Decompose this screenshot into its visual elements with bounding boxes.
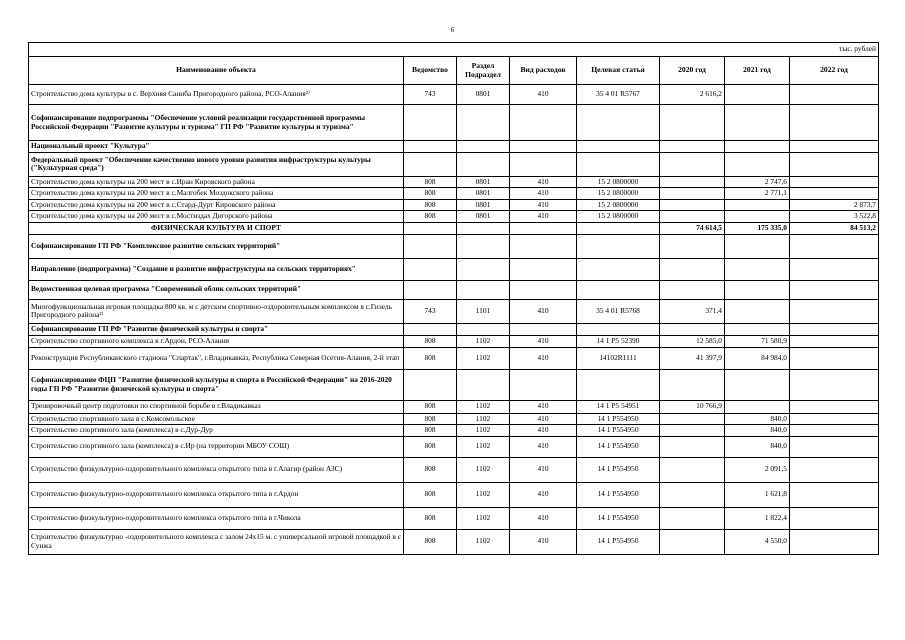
cell-expense: 410 — [510, 457, 577, 482]
header-name: Наименование объекта — [29, 57, 404, 85]
cell-y2020 — [660, 529, 725, 554]
cell-y2022 — [790, 335, 879, 347]
cell-y2021 — [725, 85, 790, 105]
cell-article: 14 1 P554950 — [577, 507, 660, 529]
cell-section: 0801 — [457, 211, 510, 223]
cell-name: Строительство спортивного зала (комплекса) в с.Дур-Дур — [29, 425, 404, 437]
cell-agency: 808 — [404, 335, 457, 347]
cell-article — [577, 222, 660, 234]
cell-agency: 808 — [404, 436, 457, 457]
cell-y2020 — [660, 188, 725, 200]
cell-y2020 — [660, 369, 725, 400]
cell-y2022 — [790, 299, 879, 323]
cell-agency: 808 — [404, 199, 457, 211]
cell-article — [577, 141, 660, 153]
cell-agency: 808 — [404, 347, 457, 369]
page-number: 6 — [450, 26, 455, 34]
cell-section: 1102 — [457, 335, 510, 347]
cell-y2021: 84 984,0 — [725, 347, 790, 369]
cell-y2022 — [790, 413, 879, 425]
cell-y2021: 1 621,8 — [725, 482, 790, 507]
cell-y2020: 371,4 — [660, 299, 725, 323]
cell-y2020 — [660, 176, 725, 188]
cell-name: Строительство дома культуры на 200 мест в с.Иран Кировского района — [29, 176, 404, 188]
cell-y2021: 2 747,6 — [725, 176, 790, 188]
cell-y2021 — [725, 105, 790, 141]
units-row — [29, 43, 879, 57]
cell-section: 1102 — [457, 507, 510, 529]
cell-y2021 — [725, 211, 790, 223]
table-row — [29, 188, 879, 200]
cell-expense — [510, 141, 577, 153]
cell-y2022 — [790, 280, 879, 299]
table-row — [29, 400, 879, 413]
cell-y2021 — [725, 234, 790, 258]
cell-expense: 410 — [510, 199, 577, 211]
cell-name: Строительство дома культуры на 200 мест в с.Стард-Дурт Кировского района — [29, 199, 404, 211]
cell-section: 1102 — [457, 457, 510, 482]
cell-article: 15 2 0800000 — [577, 199, 660, 211]
cell-section — [457, 258, 510, 280]
cell-article — [577, 234, 660, 258]
cell-y2020 — [660, 234, 725, 258]
cell-expense: 410 — [510, 85, 577, 105]
header-2021: 2021 год — [725, 57, 790, 85]
cell-y2021 — [725, 258, 790, 280]
cell-expense: 410 — [510, 529, 577, 554]
cell-name: Строительство физкультурно-оздоровительного комплекса открытого типа в г.Ардон — [29, 482, 404, 507]
cell-section — [457, 280, 510, 299]
cell-expense: 410 — [510, 335, 577, 347]
table-row — [29, 323, 879, 335]
cell-section: 1102 — [457, 529, 510, 554]
table-row — [29, 347, 879, 369]
table-row — [29, 152, 879, 176]
cell-section — [457, 222, 510, 234]
cell-article — [577, 105, 660, 141]
cell-article: 15 2 0800000 — [577, 211, 660, 223]
cell-y2022 — [790, 529, 879, 554]
cell-y2020 — [660, 211, 725, 223]
cell-section: 1102 — [457, 347, 510, 369]
cell-expense: 410 — [510, 413, 577, 425]
cell-article — [577, 369, 660, 400]
cell-name: Софинансирование ФЦП "Развитие физической культуры и спорта в Российской Федерации" на 2016-2020 годы ГП РФ "Развитие физической культуры и спорта" — [29, 369, 404, 400]
table-row — [29, 413, 879, 425]
header-agency: Ведомство — [404, 57, 457, 85]
table-row — [29, 369, 879, 400]
cell-agency — [404, 369, 457, 400]
cell-y2022 — [790, 400, 879, 413]
cell-name: Строительство спортивного зала в с.Комсомольское — [29, 413, 404, 425]
cell-section: 1102 — [457, 482, 510, 507]
cell-section: 1102 — [457, 413, 510, 425]
cell-article: 14 1 P554950 — [577, 413, 660, 425]
cell-name: Ведомственная целевая программа "Современный облик сельских территорий" — [29, 280, 404, 299]
cell-agency — [404, 152, 457, 176]
cell-y2020 — [660, 425, 725, 437]
cell-y2022 — [790, 369, 879, 400]
cell-y2020 — [660, 280, 725, 299]
header-row — [29, 57, 879, 85]
table-row — [29, 234, 879, 258]
cell-expense: 410 — [510, 176, 577, 188]
cell-section: 0801 — [457, 199, 510, 211]
cell-name: Реконструкция Республиканского стадиона "Спартак", г.Владикавказ, Республика Северная Осетия-Алания, 2-й этап — [29, 347, 404, 369]
cell-article — [577, 280, 660, 299]
cell-name: Федеральный проект "Обеспечение качественно нового уровня развития инфраструктуры культуры ("Культурная среда") — [29, 152, 404, 176]
table-row — [29, 105, 879, 141]
header-expense: Вид расходов — [510, 57, 577, 85]
cell-name: Национальный проект "Культура" — [29, 141, 404, 153]
cell-agency: 808 — [404, 507, 457, 529]
cell-expense: 410 — [510, 507, 577, 529]
cell-expense: 410 — [510, 211, 577, 223]
cell-expense — [510, 323, 577, 335]
table-row — [29, 529, 879, 554]
cell-article: 15 2 0800000 — [577, 176, 660, 188]
header-2020: 2020 год — [660, 57, 725, 85]
cell-agency: 808 — [404, 425, 457, 437]
cell-agency — [404, 141, 457, 153]
cell-name: Строительство спортивного зала (комплекса) в с.Ир (на территории МБОУ СОШ) — [29, 436, 404, 457]
cell-y2022 — [790, 347, 879, 369]
cell-y2022 — [790, 176, 879, 188]
cell-article: 14 1 P554950 — [577, 425, 660, 437]
cell-y2021 — [725, 400, 790, 413]
cell-y2020 — [660, 258, 725, 280]
cell-agency — [404, 234, 457, 258]
cell-y2022: 3 522,8 — [790, 211, 879, 223]
cell-y2021: 1 822,4 — [725, 507, 790, 529]
cell-section: 1102 — [457, 425, 510, 437]
cell-expense: 410 — [510, 299, 577, 323]
table-row — [29, 85, 879, 105]
cell-agency: 743 — [404, 299, 457, 323]
cell-y2020: 41 397,9 — [660, 347, 725, 369]
table-row — [29, 211, 879, 223]
cell-expense: 410 — [510, 436, 577, 457]
cell-y2022: 2 873,7 — [790, 199, 879, 211]
cell-y2022 — [790, 188, 879, 200]
cell-y2020 — [660, 457, 725, 482]
cell-article — [577, 258, 660, 280]
table-row — [29, 482, 879, 507]
cell-y2022 — [790, 507, 879, 529]
cell-y2021 — [725, 323, 790, 335]
table-row — [29, 425, 879, 437]
header-section: Раздел Подраздел — [457, 57, 510, 85]
table-row — [29, 299, 879, 323]
table-row — [29, 141, 879, 153]
cell-y2020: 74 614,5 — [660, 222, 725, 234]
cell-expense: 410 — [510, 425, 577, 437]
cell-y2021 — [725, 152, 790, 176]
cell-article — [577, 152, 660, 176]
cell-article: 14 1 P554950 — [577, 457, 660, 482]
cell-y2020 — [660, 105, 725, 141]
cell-name: Тренировочный центр подготовки по спортивной борьбе в г.Владикавказ — [29, 400, 404, 413]
cell-agency — [404, 258, 457, 280]
cell-expense — [510, 222, 577, 234]
cell-article: 14 1 P554950 — [577, 482, 660, 507]
cell-expense — [510, 234, 577, 258]
header-article: Целевая статья — [577, 57, 660, 85]
table-row — [29, 436, 879, 457]
cell-y2021: 2 091,5 — [725, 457, 790, 482]
cell-y2021 — [725, 299, 790, 323]
cell-y2022 — [790, 258, 879, 280]
cell-expense — [510, 152, 577, 176]
cell-section — [457, 141, 510, 153]
cell-name: Строительство физкультурно-оздоровительного комплекса открытого типа в г.Чикола — [29, 507, 404, 529]
cell-agency: 808 — [404, 457, 457, 482]
cell-expense — [510, 280, 577, 299]
cell-expense: 410 — [510, 347, 577, 369]
cell-section — [457, 105, 510, 141]
cell-y2021: 840,0 — [725, 436, 790, 457]
cell-y2021: 2 771,1 — [725, 188, 790, 200]
cell-y2020 — [660, 199, 725, 211]
cell-y2021 — [725, 369, 790, 400]
cell-name: Многофункциональная игровая площадка 800 кв. м с детским спортивно-оздоровительным комплексом в с.Гизель Пригородного района²⁾ — [29, 299, 404, 323]
table-row — [29, 176, 879, 188]
cell-name: Строительство дома культуры на 200 мест в с.Малгобек Моздокского района — [29, 188, 404, 200]
cell-agency: 808 — [404, 482, 457, 507]
table-row — [29, 457, 879, 482]
cell-y2020 — [660, 482, 725, 507]
table-row — [29, 335, 879, 347]
table-row — [29, 199, 879, 211]
cell-name: Софинансирование ГП РФ "Развитие физической культуры и спорта" — [29, 323, 404, 335]
table-row — [29, 507, 879, 529]
units-label: тыс. рублей — [29, 43, 879, 57]
cell-article: 14 1 P5 54951 — [577, 400, 660, 413]
table-row — [29, 258, 879, 280]
cell-name: Строительство спортивного комплекса в г.Ардон, РСО-Алания — [29, 335, 404, 347]
cell-article: 14102R1111 — [577, 347, 660, 369]
cell-name: Строительство дома культуры на 200 мест в с.Мостиздах Дигорского района — [29, 211, 404, 223]
cell-article: 14 1 P554950 — [577, 529, 660, 554]
cell-agency: 808 — [404, 400, 457, 413]
cell-agency — [404, 222, 457, 234]
cell-y2021: 840,0 — [725, 413, 790, 425]
budget-table — [28, 42, 879, 555]
cell-section — [457, 152, 510, 176]
table-row — [29, 222, 879, 234]
cell-agency: 808 — [404, 188, 457, 200]
cell-agency: 808 — [404, 529, 457, 554]
cell-expense: 410 — [510, 400, 577, 413]
cell-y2022 — [790, 141, 879, 153]
cell-expense — [510, 369, 577, 400]
cell-y2021 — [725, 141, 790, 153]
cell-y2022 — [790, 105, 879, 141]
cell-y2021 — [725, 280, 790, 299]
cell-agency — [404, 280, 457, 299]
cell-section — [457, 323, 510, 335]
cell-name: Строительство дома культуры в с. Верхняя Саниба Пригородного района, РСО-Алания²⁾ — [29, 85, 404, 105]
cell-y2021: 71 580,9 — [725, 335, 790, 347]
cell-expense: 410 — [510, 188, 577, 200]
cell-section: 1102 — [457, 400, 510, 413]
cell-name: Софинансирование ГП РФ "Комплексное развитие сельских территорий" — [29, 234, 404, 258]
cell-section — [457, 234, 510, 258]
cell-section — [457, 369, 510, 400]
cell-y2021: 4 550,0 — [725, 529, 790, 554]
cell-expense — [510, 258, 577, 280]
cell-agency — [404, 105, 457, 141]
cell-y2022 — [790, 482, 879, 507]
cell-y2020 — [660, 507, 725, 529]
cell-expense: 410 — [510, 482, 577, 507]
cell-name: Направление (подпрограмма) "Создание и развитие инфраструктуры на сельских территориях" — [29, 258, 404, 280]
cell-y2022 — [790, 234, 879, 258]
cell-y2020: 10 766,9 — [660, 400, 725, 413]
cell-y2020: 2 616,2 — [660, 85, 725, 105]
table-row — [29, 280, 879, 299]
cell-article: 15 2 0800000 — [577, 188, 660, 200]
cell-y2022 — [790, 85, 879, 105]
cell-y2022 — [790, 436, 879, 457]
cell-section: 0801 — [457, 176, 510, 188]
cell-y2020 — [660, 141, 725, 153]
cell-name: Строительство физкультурно-оздоровительного комплекса открытого типа в г.Алагир (район АЗС) — [29, 457, 404, 482]
cell-section: 1102 — [457, 436, 510, 457]
cell-y2021: 175 335,0 — [725, 222, 790, 234]
cell-agency: 743 — [404, 85, 457, 105]
cell-y2020: 12 585,0 — [660, 335, 725, 347]
cell-y2021: 840,0 — [725, 425, 790, 437]
cell-name: Софинансирование подпрограммы "Обеспечение условий реализации государственной программы Российской Федерации "Развитие культуры и туризма" ГП РФ "Развитие культуры и туризма" — [29, 105, 404, 141]
cell-section: 0801 — [457, 85, 510, 105]
cell-y2020 — [660, 413, 725, 425]
cell-agency: 808 — [404, 211, 457, 223]
cell-y2022 — [790, 425, 879, 437]
cell-y2020 — [660, 436, 725, 457]
cell-y2020 — [660, 323, 725, 335]
cell-y2022 — [790, 457, 879, 482]
cell-name: ФИЗИЧЕСКАЯ КУЛЬТУРА И СПОРТ — [29, 222, 404, 234]
cell-y2022 — [790, 152, 879, 176]
cell-agency — [404, 323, 457, 335]
cell-y2021 — [725, 199, 790, 211]
cell-name: Строительство физкультурно -оздоровительного комплекса с залом 24х15 м. с универсальной игровой площадкой в с Сунжа — [29, 529, 404, 554]
cell-section: 1101 — [457, 299, 510, 323]
cell-y2022 — [790, 323, 879, 335]
cell-y2020 — [660, 152, 725, 176]
cell-article: 35 4 01 R5768 — [577, 299, 660, 323]
cell-article — [577, 323, 660, 335]
cell-article: 35 4 01 R5767 — [577, 85, 660, 105]
cell-agency: 808 — [404, 413, 457, 425]
cell-article: 14 1 P554950 — [577, 436, 660, 457]
cell-y2022: 84 513,2 — [790, 222, 879, 234]
header-2022: 2022 год — [790, 57, 879, 85]
cell-agency: 808 — [404, 176, 457, 188]
cell-section: 0801 — [457, 188, 510, 200]
cell-expense — [510, 105, 577, 141]
cell-article: 14 1 P5 52390 — [577, 335, 660, 347]
